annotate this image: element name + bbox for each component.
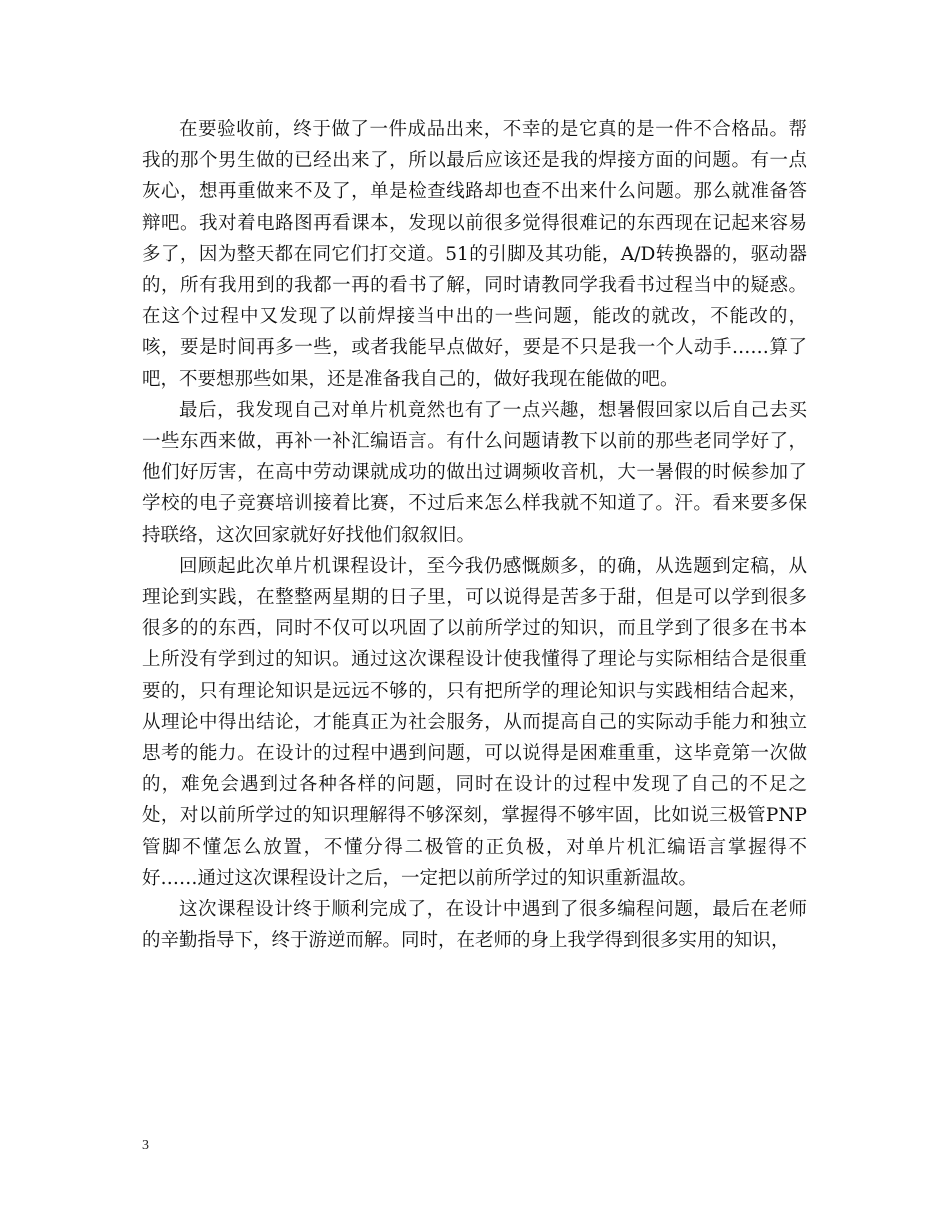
page-number: 3	[142, 1138, 149, 1153]
paragraph-interest-mcu: 最后，我发现自己对单片机竟然也有了一点兴趣，想暑假回家以后自己去买一些东西来做，再补一补汇编语言。有什么问题请教下以前的那些老同学好了，他们好厉害，在高中劳动课就成功的做出过调频收音机，大一暑假的时候参加了学校的电子竞赛培训接着比赛，不过后来怎么样我就不知道了。汗。看来要多保持联络，这次回家就好好找他们叙叙旧。	[142, 399, 807, 546]
paragraph-acceptance-debug: 在要验收前，终于做了一件成品出来，不幸的是它真的是一件不合格品。帮我的那个男生做的已经出来了，所以最后应该还是我的焊接方面的问题。有一点灰心，想再重做来不及了，单是检查线路却也查不出来什么问题。那么就准备答辩吧。我对着电路图再看课本，发现以前很多觉得很难记的东西现在记起来容易多了，因为整天都在同它们打交道。51的引脚及其功能，A/D转换器的，驱动器的，所有我用到的我都一再的看书了解，同时请教同学我看书过程当中的疑惑。在这个过程中又发现了以前焊接当中出的一些问题，能改的就改，不能改的，咳，要是时间再多一些，或者我能早点做好，要是不只是我一个人动手……算了吧，不要想那些如果，还是准备我自己的，做好我现在能做的吧。	[142, 119, 807, 390]
paragraph-completion: 这次课程设计终于顺利完成了，在设计中遇到了很多编程问题，最后在老师的辛勤指导下，终于游逆而解。同时，在老师的身上我学得到很多实用的知识，	[142, 899, 807, 952]
paragraph-course-review: 回顾起此次单片机课程设计，至今我仍感慨颇多，的确，从选题到定稿，从理论到实践，在整整两星期的日子里，可以说得是苦多于甜，但是可以学到很多很多的的东西，同时不仅可以巩固了以前所学过的知识，而且学到了很多在书本上所没有学到过的知识。通过这次课程设计使我懂得了理论与实际相结合是很重要的，只有理论知识是远远不够的，只有把所学的理论知识与实践相结合起来，从理论中得出结论，才能真正为社会服务，从而提高自己的实际动手能力和独立思考的能力。在设计的过程中遇到问题，可以说得是困难重重，这毕竟第一次做的，难免会遇到过各种各样的问题，同时在设计的过程中发现了自己的不足之处，对以前所学过的知识理解得不够深刻，掌握得不够牢固，比如说三极管PNP管脚不懂怎么放置，不懂分得二极管的正负极，对单片机汇编语言掌握得不好……通过这次课程设计之后，一定把以前所学过的知识重新温故。	[142, 555, 807, 889]
document-body	[142, 114, 807, 956]
